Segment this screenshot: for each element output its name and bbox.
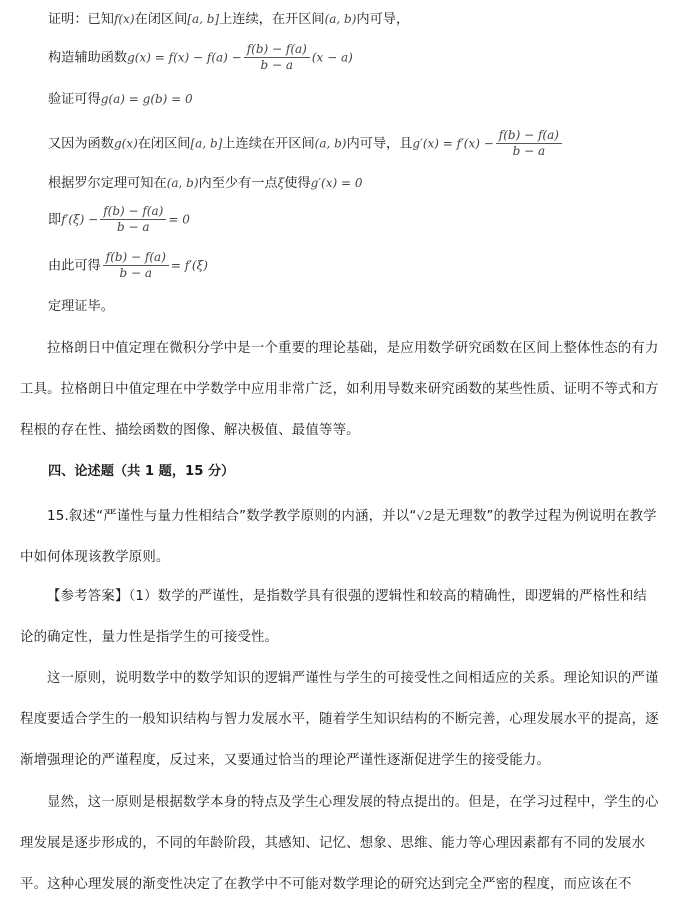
proof-text: 使得 bbox=[284, 176, 311, 191]
math-expression: g(x) = f(x) − f(a) − bbox=[127, 50, 242, 65]
math-expression: (a, b) bbox=[324, 12, 357, 26]
math-expression: √2 bbox=[416, 509, 433, 523]
question-text: 15.叙述“严谨性与量力性相结合”数学教学原则的内涵，并以“ bbox=[47, 509, 417, 524]
proof-text: 证明：已知 bbox=[48, 12, 114, 27]
math-expression: f′(ξ) − bbox=[61, 212, 99, 227]
proof-text: 又因为函数 bbox=[48, 136, 114, 152]
proof-text: 构造辅助函数 bbox=[48, 50, 128, 66]
math-expression: [a, b] bbox=[190, 136, 223, 151]
paragraph-principle-explanation: 这一原则，说明数学中的数学知识的逻辑严谨性与学生的可接受性之间相适应的关系。理论知识的严谨程度要适合学生的一般知识结构与智力发展水平，随着学生知识结构的不断完善，心理发展水平的提高，逐渐增强理论的严谨程度，反过来，又要通过恰当的理论严谨性逐渐促进学生的接受能力。 bbox=[20, 671, 659, 768]
math-expression: (a, b) bbox=[166, 176, 199, 190]
question-15 bbox=[20, 496, 660, 578]
proof-text: 内可导，且 bbox=[346, 136, 413, 152]
fraction-numerator: f(b) − f(a) bbox=[103, 250, 169, 266]
fraction-denominator: b − a bbox=[260, 58, 294, 72]
paragraph-principle-basis: 显然，这一原则是根据数学本身的特点及学生心理发展的特点提出的。但是，在学习过程中，学生的心理发展是逐步形成的，不同的年龄阶段，其感知、记忆、想象、思维、能力等心理因素都有不同的发展水平。这种心理发展的渐变性决定了在教学中不可能对数学理论的研究达到完全严密的程度，而应该在不 bbox=[20, 795, 659, 892]
math-expression: g′(x) = f′(x) − bbox=[412, 136, 494, 151]
proof-text: 在闭区间 bbox=[134, 12, 188, 27]
proof-line-4 bbox=[48, 128, 564, 159]
fraction-denominator: b − a bbox=[512, 144, 546, 158]
proof-line-1 bbox=[48, 10, 409, 29]
proof-line-7 bbox=[48, 250, 208, 281]
proof-text: 验证可得 bbox=[48, 92, 101, 107]
fraction-numerator: f(b) − f(a) bbox=[100, 204, 166, 220]
proof-text: 上连续，在开区间 bbox=[219, 12, 325, 27]
fraction-denominator: b − a bbox=[119, 266, 153, 280]
fraction bbox=[103, 250, 169, 281]
math-expression: = 0 bbox=[168, 212, 190, 227]
math-expression: (x − a) bbox=[311, 50, 353, 65]
math-expression: f(x) bbox=[113, 12, 135, 26]
proof-text: 内可导， bbox=[356, 12, 410, 27]
reference-answer: 【参考答案】（1）数学的严谨性，是指数学具有很强的逻辑性和较高的精确性，即逻辑的严格性和结论的确定性，量力性是指学生的可接受性。 bbox=[20, 589, 648, 645]
fraction bbox=[496, 128, 562, 159]
proof-text: 由此可得 bbox=[48, 258, 101, 274]
fraction-denominator: b − a bbox=[117, 220, 150, 234]
math-expression: (a, b) bbox=[314, 136, 347, 151]
proof-conclusion: 定理证毕。 bbox=[48, 299, 114, 314]
proof-text: 在闭区间 bbox=[137, 136, 191, 152]
proof-text: 内至少有一点 bbox=[198, 176, 278, 191]
fraction bbox=[244, 42, 310, 73]
math-expression: ξ bbox=[277, 176, 285, 190]
math-expression: g(a) = g(b) = 0 bbox=[100, 92, 193, 106]
math-expression: g′(x) = 0 bbox=[310, 176, 363, 190]
proof-text: 根据罗尔定理可知在 bbox=[48, 176, 167, 191]
proof-line-3 bbox=[48, 90, 193, 109]
fraction-numerator: f(b) − f(a) bbox=[244, 42, 310, 58]
math-expression: = f′(ξ) bbox=[170, 258, 208, 273]
proof-line-2 bbox=[48, 42, 353, 73]
proof-line-6 bbox=[48, 204, 190, 235]
section-heading: 四、论述题（共 1 题，15 分） bbox=[48, 464, 235, 479]
paragraph-lagrange-importance: 拉格朗日中值定理在微积分学中是一个重要的理论基础，是应用数学研究函数在区间上整体性态的有力工具。拉格朗日中值定理在中学数学中应用非常广泛，如利用导数来研究函数的某些性质、证明不等式和方程根的存在性、描绘函数的图像、解决极值、最值等等。 bbox=[20, 341, 659, 438]
fraction bbox=[100, 204, 166, 235]
proof-line-5 bbox=[48, 174, 362, 193]
fraction-numerator: f(b) − f(a) bbox=[496, 128, 562, 144]
proof-text: 即 bbox=[48, 212, 62, 228]
proof-text: 上连续在开区间 bbox=[222, 136, 315, 152]
question-text: 是无理数”的教学过程为例说明在教学中如何体现该教学原则。 bbox=[20, 509, 657, 565]
math-expression: [a, b] bbox=[187, 12, 220, 26]
math-expression: g(x) bbox=[113, 136, 138, 151]
